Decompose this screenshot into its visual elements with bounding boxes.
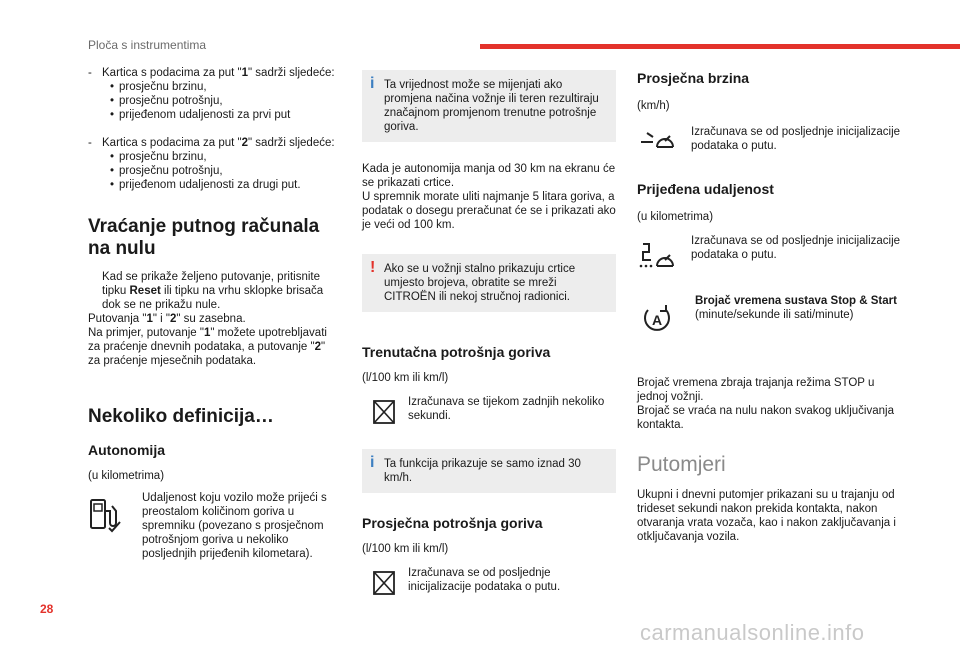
column-middle	[362, 66, 616, 600]
dash: -	[88, 67, 92, 79]
reset-text-end: ili tipku na vrhu sklopke brisača dok se ne prikažu nule.	[102, 285, 324, 311]
info-note	[362, 70, 616, 142]
average-speed-heading: Prosječna brzina	[637, 70, 750, 86]
stop-start-text	[695, 294, 907, 322]
fuel-consumption-icon	[362, 395, 408, 429]
info-note-speed-text: Ta funkcija prikazuje se samo iznad 30 km/h.	[384, 458, 581, 484]
list-item: • prijeđenom udaljenosti za drugi put.	[110, 178, 340, 192]
trip1-list	[102, 80, 340, 122]
section-title: Ploča s instrumentima	[88, 38, 207, 52]
average-consumption-row	[362, 566, 616, 600]
average-consumption-unit: (l/100 km ili km/l)	[362, 543, 449, 555]
trip2-num: 2	[241, 137, 249, 149]
list-item: • prosječnu potrošnju,	[110, 94, 340, 108]
trip2-text-end: " sadrži sljedeće:	[248, 137, 335, 149]
stop-start-row	[637, 294, 907, 338]
list-item: • prosječnu brzinu,	[110, 150, 340, 164]
refuel-text: U spremnik morate uliti najmanje 5 litara goriva, a podatak o dosegu preračunat će se i prikazati ako je veći od 100 km.	[362, 191, 616, 231]
distance-travelled-icon	[637, 234, 691, 274]
autonomy-description: Udaljenost koju vozilo može prijeći s preostalom količinom goriva u spremniku (povezano s prosječnom potrošnjom goriva u nekoliko posljednjih prijeđenih kilometara).	[142, 492, 327, 560]
odometer-description: Ukupni i dnevni putomjer prikazani su u trajanju od trideset sekundi nakon prekida kontakta, nakon otvaranja vrata vozača, kao i nakon zaključavanja i otključavanja vozila.	[637, 489, 896, 543]
current-consumption-heading: Trenutačna potrošnja goriva	[362, 344, 551, 360]
trip1-num: 1	[241, 67, 249, 79]
list-item: • prosječnu potrošnju,	[110, 164, 340, 178]
column-left	[88, 66, 340, 561]
definitions-heading: Nekoliko definicija…	[88, 406, 274, 427]
current-consumption-description: Izračunava se tijekom zadnjih nekoliko sekundi.	[408, 396, 605, 422]
distance-description: Izračunava se od posljednje inicijalizacije podataka o putu.	[691, 235, 901, 261]
reset-key-label: Reset	[129, 285, 161, 297]
fuel-pump-range-icon	[88, 491, 142, 537]
header-accent-bar	[480, 44, 960, 49]
current-consumption-unit: (l/100 km ili km/l)	[362, 372, 449, 384]
info-note-speed	[362, 449, 616, 493]
info-note-text: Ta vrijednost može se mijenjati ako promjena načina vožnje ili teren rezultiraju značajnom promjenom trenutne potrošnje goriva.	[384, 79, 599, 133]
distance-row	[637, 234, 907, 274]
warning-note-text: Ako se u vožnji stalno prikazuju crtice umjesto brojeva, obratite se mreži CITROËN ili nekoj stručnoj radionici.	[384, 263, 576, 303]
list-item: • prosječnu brzinu,	[110, 80, 340, 94]
timer-paragraph-1: Brojač vremena zbraja trajanja režima STOP u jednoj vožnji.	[637, 377, 875, 403]
distance-heading: Prijeđena udaljenost	[637, 181, 774, 197]
reset-instruction	[88, 270, 340, 312]
warning-note	[362, 254, 616, 312]
column-right	[637, 66, 907, 544]
timer-paragraph-2: Brojač se vraća na nulu nakon svakog uključivanja kontakta.	[637, 405, 894, 431]
current-consumption-row	[362, 395, 616, 429]
distance-unit: (u kilometrima)	[637, 211, 714, 223]
trip2-text: Kartica s podacima za put "	[102, 137, 242, 149]
page-number: 28	[40, 602, 54, 616]
stop-start-icon	[637, 294, 695, 338]
autonomy-dashes-text: Kada je autonomija manja od 30 km na ekranu će se prikazati crtice.	[362, 163, 616, 189]
trips-separate-text: Putovanja "1" i "2" su zasebna.	[88, 313, 246, 325]
autonomy-row	[88, 491, 340, 561]
list-item: • prijeđenom udaljenosti za prvi put	[110, 108, 340, 122]
speed-gauge-icon	[637, 125, 691, 155]
dash: -	[88, 137, 92, 149]
average-speed-unit: (km/h)	[637, 100, 670, 112]
stop-start-icon-letter: A	[651, 312, 663, 328]
trip2-list	[102, 150, 340, 192]
info-icon: i	[370, 75, 375, 92]
info-icon: i	[370, 454, 375, 471]
reset-heading: Vraćanje putnog računala na nulu	[88, 216, 320, 259]
autonomy-heading: Autonomija	[88, 442, 165, 458]
odometer-heading: Putomjeri	[637, 453, 726, 476]
average-speed-row	[637, 125, 907, 155]
average-consumption-description: Izračunava se od posljednje inicijalizacije podataka o putu.	[408, 567, 561, 593]
average-speed-description: Izračunava se od posljednje inicijalizacije podataka o putu.	[691, 126, 901, 152]
reset-text: Kad se prikaže željeno putovanje, pritisnite tipku	[102, 271, 320, 297]
trip2-item	[88, 136, 340, 192]
watermark: carmanualsonline.info	[640, 620, 865, 645]
warning-icon: !	[370, 259, 376, 276]
trip1-text: Kartica s podacima za put "	[102, 67, 242, 79]
average-consumption-heading: Prosječna potrošnja goriva	[362, 515, 543, 531]
trip1-item	[88, 66, 340, 122]
fuel-consumption-icon	[362, 566, 408, 600]
trip1-text-end: " sadrži sljedeće:	[248, 67, 335, 79]
autonomy-unit: (u kilometrima)	[88, 470, 165, 482]
stop-start-title: Brojač vremena sustava Stop & Start	[695, 295, 897, 307]
example-text: Na primjer, putovanje "1" možete upotrebljavati za praćenje dnevnih podataka, a putovanje "2" za praćenje mjesečnih podataka.	[88, 327, 327, 367]
stop-start-unit: (minute/sekunde ili sati/minute)	[695, 309, 854, 321]
